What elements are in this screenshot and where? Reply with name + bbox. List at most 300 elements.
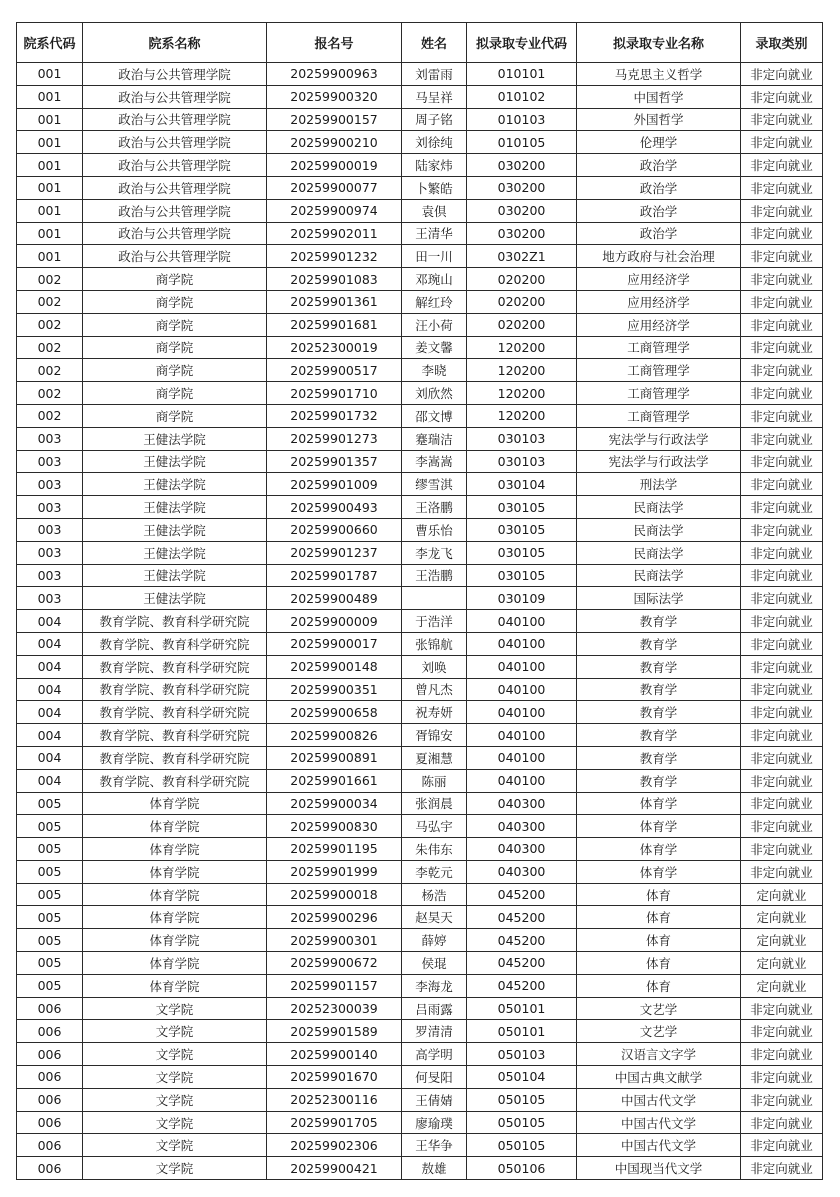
cell-name: 姜文馨 [402,336,467,359]
cell-major-code: 040100 [467,655,577,678]
table-row [17,359,823,382]
cell-name: 卜繁皓 [402,176,467,199]
cell-admission-type: 定向就业 [741,974,823,997]
cell-major-name: 民商法学 [577,496,741,519]
cell-dept-name: 政治与公共管理学院 [83,222,267,245]
cell-name: 缪雪淇 [402,473,467,496]
cell-dept-code: 005 [17,974,83,997]
cell-admission-type: 非定向就业 [741,382,823,405]
cell-major-code: 050105 [467,1111,577,1134]
cell-registration-no: 20259900493 [267,496,402,519]
cell-dept-name: 体育学院 [83,906,267,929]
cell-name: 李龙飞 [402,541,467,564]
table-row [17,815,823,838]
cell-registration-no: 20259900017 [267,632,402,655]
cell-admission-type: 定向就业 [741,929,823,952]
cell-dept-code: 002 [17,359,83,382]
cell-admission-type: 非定向就业 [741,176,823,199]
cell-dept-name: 体育学院 [83,929,267,952]
cell-dept-code: 003 [17,518,83,541]
cell-major-name: 体育学 [577,792,741,815]
cell-dept-code: 005 [17,906,83,929]
cell-major-code: 050103 [467,1043,577,1066]
table-row [17,701,823,724]
cell-major-name: 教育学 [577,655,741,678]
cell-dept-name: 教育学院、教育科学研究院 [83,724,267,747]
cell-major-name: 地方政府与社会治理 [577,245,741,268]
cell-registration-no: 20259901232 [267,245,402,268]
cell-name: 敖雄 [402,1157,467,1180]
cell-dept-code: 004 [17,724,83,747]
cell-registration-no: 20259902306 [267,1134,402,1157]
cell-major-name: 民商法学 [577,518,741,541]
cell-admission-type: 非定向就业 [741,496,823,519]
cell-dept-name: 商学院 [83,336,267,359]
table-row [17,1066,823,1089]
cell-dept-code: 006 [17,1066,83,1089]
cell-registration-no: 20259900157 [267,108,402,131]
cell-dept-code: 004 [17,610,83,633]
cell-dept-name: 体育学院 [83,792,267,815]
cell-dept-name: 体育学院 [83,974,267,997]
cell-major-code: 050105 [467,1134,577,1157]
cell-major-name: 教育学 [577,746,741,769]
cell-name: 汪小荷 [402,313,467,336]
cell-registration-no: 20259900296 [267,906,402,929]
cell-major-code: 030109 [467,587,577,610]
cell-major-code: 030105 [467,496,577,519]
table-row [17,929,823,952]
table-row [17,518,823,541]
cell-major-name: 伦理学 [577,131,741,154]
cell-name: 侯琨 [402,952,467,975]
table-row [17,63,823,86]
cell-major-name: 体育 [577,883,741,906]
cell-name: 张润晨 [402,792,467,815]
cell-dept-name: 体育学院 [83,860,267,883]
cell-admission-type: 非定向就业 [741,1043,823,1066]
cell-dept-name: 商学院 [83,382,267,405]
table-row [17,1157,823,1180]
cell-dept-name: 商学院 [83,359,267,382]
cell-admission-type: 非定向就业 [741,222,823,245]
cell-major-name: 国际法学 [577,587,741,610]
cell-major-name: 中国哲学 [577,85,741,108]
admission-table [16,22,823,1180]
cell-major-code: 030200 [467,222,577,245]
cell-name: 刘雷雨 [402,63,467,86]
cell-registration-no: 20259900351 [267,678,402,701]
cell-admission-type: 非定向就业 [741,564,823,587]
cell-admission-type: 非定向就业 [741,1111,823,1134]
cell-major-name: 中国古典文献学 [577,1066,741,1089]
cell-dept-name: 体育学院 [83,815,267,838]
cell-admission-type: 非定向就业 [741,838,823,861]
table-row [17,1020,823,1043]
cell-registration-no: 20259900658 [267,701,402,724]
cell-admission-type: 非定向就业 [741,108,823,131]
cell-major-code: 040100 [467,610,577,633]
cell-dept-name: 文学院 [83,1134,267,1157]
header-major-name: 拟录取专业名称 [577,23,741,63]
cell-name: 李海龙 [402,974,467,997]
cell-dept-code: 005 [17,883,83,906]
cell-registration-no: 20259900077 [267,176,402,199]
cell-major-code: 030200 [467,199,577,222]
cell-registration-no: 20252300019 [267,336,402,359]
cell-name: 王清华 [402,222,467,245]
cell-major-name: 体育 [577,952,741,975]
cell-dept-code: 001 [17,108,83,131]
cell-registration-no: 20259901732 [267,404,402,427]
table-row [17,1111,823,1134]
cell-admission-type: 非定向就业 [741,632,823,655]
table-row [17,290,823,313]
header-registration-no: 报名号 [267,23,402,63]
cell-admission-type: 非定向就业 [741,268,823,291]
cell-admission-type: 非定向就业 [741,427,823,450]
cell-major-code: 040100 [467,632,577,655]
cell-registration-no: 20259901273 [267,427,402,450]
cell-admission-type: 非定向就业 [741,336,823,359]
cell-name: 赵昊天 [402,906,467,929]
cell-major-name: 工商管理学 [577,404,741,427]
cell-admission-type: 非定向就业 [741,473,823,496]
cell-name: 解红玲 [402,290,467,313]
table-row [17,724,823,747]
cell-dept-name: 政治与公共管理学院 [83,108,267,131]
cell-admission-type: 非定向就业 [741,359,823,382]
cell-registration-no: 20259900009 [267,610,402,633]
cell-dept-name: 王健法学院 [83,473,267,496]
cell-name: 罗清清 [402,1020,467,1043]
cell-name: 周子铭 [402,108,467,131]
cell-dept-code: 002 [17,268,83,291]
cell-dept-name: 文学院 [83,1066,267,1089]
cell-admission-type: 非定向就业 [741,769,823,792]
cell-dept-name: 政治与公共管理学院 [83,199,267,222]
cell-major-code: 020200 [467,290,577,313]
cell-dept-code: 003 [17,587,83,610]
cell-name: 祝寿妍 [402,701,467,724]
cell-name: 陈丽 [402,769,467,792]
cell-major-name: 教育学 [577,769,741,792]
cell-major-name: 外国哲学 [577,108,741,131]
cell-dept-code: 002 [17,404,83,427]
cell-dept-code: 004 [17,655,83,678]
cell-major-code: 040100 [467,678,577,701]
cell-dept-name: 王健法学院 [83,564,267,587]
cell-major-name: 教育学 [577,701,741,724]
cell-admission-type: 定向就业 [741,883,823,906]
cell-major-name: 教育学 [577,678,741,701]
cell-registration-no: 20259901670 [267,1066,402,1089]
cell-major-name: 体育学 [577,815,741,838]
cell-major-code: 010101 [467,63,577,86]
cell-dept-name: 商学院 [83,313,267,336]
cell-major-code: 030200 [467,176,577,199]
cell-name: 刘唤 [402,655,467,678]
cell-name: 胥锦安 [402,724,467,747]
cell-dept-name: 商学院 [83,268,267,291]
cell-major-name: 民商法学 [577,564,741,587]
cell-registration-no: 20259900140 [267,1043,402,1066]
cell-major-name: 宪法学与行政法学 [577,427,741,450]
cell-dept-code: 003 [17,496,83,519]
cell-dept-name: 王健法学院 [83,541,267,564]
cell-major-name: 体育 [577,974,741,997]
cell-admission-type: 非定向就业 [741,1020,823,1043]
cell-dept-name: 政治与公共管理学院 [83,131,267,154]
cell-major-code: 050101 [467,997,577,1020]
cell-name: 曾凡杰 [402,678,467,701]
cell-registration-no: 20259901157 [267,974,402,997]
cell-admission-type: 非定向就业 [741,746,823,769]
cell-name: 张锦航 [402,632,467,655]
cell-dept-name: 教育学院、教育科学研究院 [83,746,267,769]
cell-dept-name: 文学院 [83,1088,267,1111]
cell-major-name: 马克思主义哲学 [577,63,741,86]
cell-admission-type: 非定向就业 [741,245,823,268]
cell-major-name: 体育学 [577,860,741,883]
cell-major-name: 政治学 [577,154,741,177]
cell-dept-code: 006 [17,1020,83,1043]
cell-dept-name: 体育学院 [83,952,267,975]
table-row [17,952,823,975]
cell-major-code: 030104 [467,473,577,496]
cell-major-code: 030105 [467,518,577,541]
cell-registration-no: 20259901705 [267,1111,402,1134]
table-header [17,23,823,63]
cell-major-name: 政治学 [577,222,741,245]
cell-registration-no: 20259900320 [267,85,402,108]
cell-admission-type: 非定向就业 [741,154,823,177]
cell-major-code: 050106 [467,1157,577,1180]
cell-name: 夏湘慧 [402,746,467,769]
cell-dept-name: 商学院 [83,290,267,313]
cell-dept-code: 002 [17,313,83,336]
cell-name: 于浩洋 [402,610,467,633]
cell-registration-no: 20259901357 [267,450,402,473]
cell-major-code: 040300 [467,815,577,838]
cell-dept-code: 005 [17,792,83,815]
header-dept-name: 院系名称 [83,23,267,63]
cell-registration-no: 20259900210 [267,131,402,154]
cell-dept-code: 001 [17,63,83,86]
cell-dept-code: 004 [17,769,83,792]
cell-dept-name: 教育学院、教育科学研究院 [83,655,267,678]
table-row [17,610,823,633]
cell-registration-no: 20259901589 [267,1020,402,1043]
cell-name: 李乾元 [402,860,467,883]
cell-major-name: 文艺学 [577,1020,741,1043]
cell-dept-code: 003 [17,427,83,450]
table-row [17,906,823,929]
cell-dept-name: 王健法学院 [83,496,267,519]
cell-name: 吕雨露 [402,997,467,1020]
cell-name: 何旻阳 [402,1066,467,1089]
table-row [17,1043,823,1066]
cell-dept-code: 003 [17,541,83,564]
cell-major-name: 体育 [577,906,741,929]
cell-registration-no: 20259900660 [267,518,402,541]
cell-dept-code: 006 [17,997,83,1020]
cell-name: 刘欣然 [402,382,467,405]
table-row [17,245,823,268]
cell-registration-no: 20259902011 [267,222,402,245]
cell-dept-name: 王健法学院 [83,518,267,541]
header-row [17,23,823,63]
cell-dept-code: 005 [17,860,83,883]
cell-registration-no: 20259901237 [267,541,402,564]
cell-dept-name: 文学院 [83,1043,267,1066]
cell-name: 李晓 [402,359,467,382]
cell-dept-code: 006 [17,1043,83,1066]
cell-admission-type: 定向就业 [741,952,823,975]
cell-registration-no: 20259900974 [267,199,402,222]
cell-name: 曹乐怡 [402,518,467,541]
cell-dept-name: 政治与公共管理学院 [83,85,267,108]
cell-major-name: 中国现当代文学 [577,1157,741,1180]
cell-dept-name: 体育学院 [83,883,267,906]
cell-major-code: 045200 [467,974,577,997]
cell-major-code: 010105 [467,131,577,154]
cell-registration-no: 20259901195 [267,838,402,861]
cell-admission-type: 非定向就业 [741,404,823,427]
cell-registration-no: 20259900517 [267,359,402,382]
cell-dept-code: 002 [17,336,83,359]
table-row [17,108,823,131]
cell-major-name: 工商管理学 [577,382,741,405]
cell-registration-no: 20259900034 [267,792,402,815]
cell-dept-code: 002 [17,290,83,313]
table-row [17,222,823,245]
cell-major-code: 120200 [467,382,577,405]
cell-dept-code: 004 [17,746,83,769]
header-dept-code: 院系代码 [17,23,83,63]
table-row [17,131,823,154]
cell-registration-no: 20259900489 [267,587,402,610]
cell-dept-code: 004 [17,632,83,655]
cell-major-code: 045200 [467,906,577,929]
table-row [17,792,823,815]
cell-major-code: 010103 [467,108,577,131]
cell-name [402,587,467,610]
cell-dept-name: 商学院 [83,404,267,427]
cell-admission-type: 非定向就业 [741,1134,823,1157]
cell-dept-code: 001 [17,245,83,268]
cell-dept-code: 004 [17,701,83,724]
cell-major-name: 体育学 [577,838,741,861]
table-row [17,838,823,861]
cell-dept-code: 001 [17,85,83,108]
cell-admission-type: 非定向就业 [741,587,823,610]
cell-name: 王倩婧 [402,1088,467,1111]
table-row [17,678,823,701]
cell-dept-code: 001 [17,154,83,177]
cell-dept-code: 005 [17,838,83,861]
cell-dept-name: 教育学院、教育科学研究院 [83,632,267,655]
table-row [17,746,823,769]
table-row [17,541,823,564]
cell-major-name: 应用经济学 [577,290,741,313]
cell-major-code: 045200 [467,929,577,952]
table-row [17,496,823,519]
cell-major-code: 045200 [467,883,577,906]
header-name: 姓名 [402,23,467,63]
cell-admission-type: 非定向就业 [741,541,823,564]
table-row [17,450,823,473]
table-row [17,473,823,496]
cell-registration-no: 20259900018 [267,883,402,906]
cell-admission-type: 非定向就业 [741,290,823,313]
table-row [17,769,823,792]
cell-major-code: 030105 [467,564,577,587]
table-row [17,860,823,883]
cell-dept-code: 005 [17,952,83,975]
cell-name: 王华争 [402,1134,467,1157]
cell-admission-type: 非定向就业 [741,63,823,86]
table-row [17,564,823,587]
table-body [17,63,823,1180]
cell-name: 邵文博 [402,404,467,427]
cell-major-code: 040300 [467,838,577,861]
cell-name: 田一川 [402,245,467,268]
table-row [17,974,823,997]
cell-major-code: 030103 [467,450,577,473]
cell-dept-code: 003 [17,473,83,496]
cell-dept-name: 体育学院 [83,838,267,861]
table-row [17,655,823,678]
cell-name: 高学明 [402,1043,467,1066]
table-row [17,427,823,450]
cell-admission-type: 非定向就业 [741,815,823,838]
cell-major-code: 030103 [467,427,577,450]
cell-admission-type: 非定向就业 [741,860,823,883]
cell-dept-code: 005 [17,929,83,952]
cell-major-code: 030105 [467,541,577,564]
cell-major-name: 工商管理学 [577,359,741,382]
cell-dept-name: 政治与公共管理学院 [83,245,267,268]
cell-major-code: 050101 [467,1020,577,1043]
cell-major-code: 120200 [467,359,577,382]
cell-major-code: 010102 [467,85,577,108]
cell-dept-code: 006 [17,1157,83,1180]
cell-registration-no: 20252300116 [267,1088,402,1111]
cell-name: 邓琬山 [402,268,467,291]
cell-major-code: 040300 [467,792,577,815]
cell-dept-code: 001 [17,222,83,245]
cell-major-name: 教育学 [577,632,741,655]
cell-major-code: 020200 [467,313,577,336]
cell-dept-name: 文学院 [83,1157,267,1180]
table-row [17,268,823,291]
cell-major-name: 政治学 [577,176,741,199]
cell-admission-type: 非定向就业 [741,655,823,678]
table-row [17,997,823,1020]
cell-registration-no: 20259901710 [267,382,402,405]
cell-major-name: 汉语言文字学 [577,1043,741,1066]
cell-major-name: 工商管理学 [577,336,741,359]
cell-dept-code: 006 [17,1111,83,1134]
cell-admission-type: 非定向就业 [741,1066,823,1089]
cell-admission-type: 非定向就业 [741,1088,823,1111]
cell-admission-type: 非定向就业 [741,701,823,724]
cell-major-code: 040300 [467,860,577,883]
admission-list-sheet [16,22,822,1177]
cell-major-name: 中国古代文学 [577,1134,741,1157]
cell-dept-name: 政治与公共管理学院 [83,154,267,177]
